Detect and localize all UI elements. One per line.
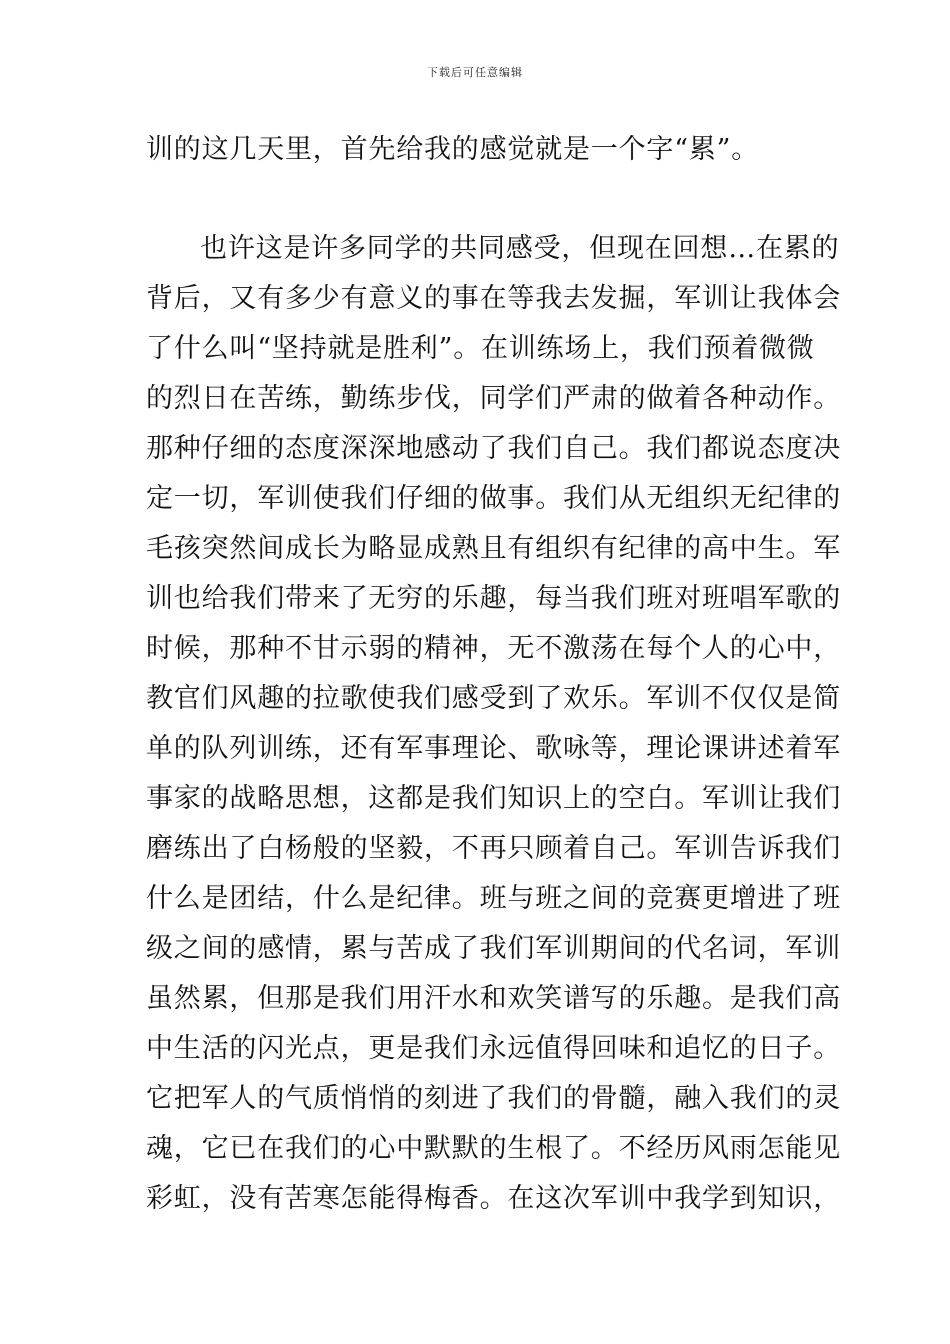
- text-line: 也许这是许多同学的共同感受，但现在回想…在累的: [200, 233, 840, 264]
- text-line: 什么是团结，什么是纪律。班与班之间的竞赛更增进了班: [146, 883, 841, 914]
- text-line: 定一切，军训使我们仔细的做事。我们从无组织无纪律的: [146, 483, 841, 514]
- text-line: 的烈日在苦练，勤练步伐，同学们严肃的做着各种动作。: [146, 383, 841, 414]
- text-line: 它把军人的气质悄悄的刻进了我们的骨髓，融入我们的灵: [146, 1083, 841, 1114]
- page-header: 下载后可任意编辑: [427, 66, 523, 79]
- text-line: 虽然累，但那是我们用汗水和欢笑谱写的乐趣。是我们高: [146, 983, 841, 1014]
- text-line: 单的队列训练，还有军事理论、歌咏等，理论课讲述着军: [146, 733, 841, 764]
- text-line: 事家的战略思想，这都是我们知识上的空白。军训让我们: [146, 783, 841, 814]
- text-line: 毛孩突然间成长为略显成熟且有组织有纪律的高中生。军: [146, 533, 841, 564]
- text-line: 魂，它已在我们的心中默默的生根了。不经历风雨怎能见: [146, 1133, 841, 1164]
- text-line: 了什么叫“坚持就是胜利”。在训练场上，我们预着微微: [146, 333, 815, 364]
- paragraph-continued: [146, 125, 816, 175]
- text-line: 教官们风趣的拉歌使我们感受到了欢乐。军训不仅仅是简: [146, 683, 841, 714]
- paragraph-main: [146, 224, 841, 1224]
- text-line: 那种仔细的态度深深地感动了我们自己。我们都说态度决: [146, 433, 841, 464]
- text-line: 背后，又有多少有意义的事在等我去发掘，军训让我体会: [146, 283, 841, 314]
- text-line: 中生活的闪光点，更是我们永远值得回味和追忆的日子。: [146, 1033, 841, 1064]
- text-line: 时候，那种不甘示弱的精神，无不激荡在每个人的心中，: [146, 633, 841, 664]
- text-line: 训的这几天里，首先给我的感觉就是一个字“累”。: [146, 134, 760, 165]
- text-line: 级之间的感情，累与苦成了我们军训期间的代名词，军训: [146, 933, 841, 964]
- text-line: 训也给我们带来了无穷的乐趣，每当我们班对班唱军歌的: [146, 583, 841, 614]
- text-line: 磨练出了白杨般的坚毅，不再只顾着自己。军训告诉我们: [146, 833, 841, 864]
- text-line: 彩虹，没有苦寒怎能得梅香。在这次军训中我学到知识，: [146, 1183, 841, 1214]
